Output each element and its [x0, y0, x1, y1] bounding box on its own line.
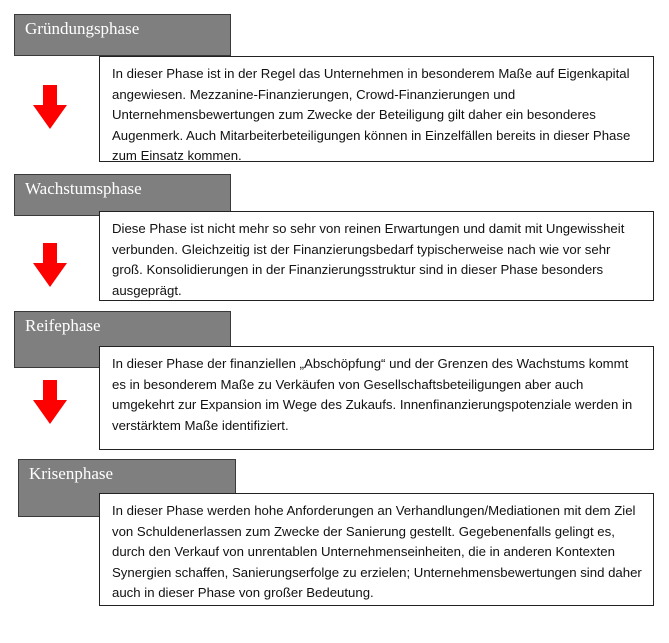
down-arrow-icon	[33, 85, 67, 129]
phase-description-reife: In dieser Phase der finanziellen „Abschöpfung“ und der Grenzen des Wachstums kommt es in besonderem Maße zu Verkäufen von Gesellschaftsbeteiligungen aber auch umgekehrt zur Expansion im Wege des Zukaufs. Innenfinanzierungspotenziale werden in verstärktem Maße identifiziert.	[99, 346, 654, 450]
phase-description-krise: In dieser Phase werden hohe Anforderungen an Verhandlungen/Mediationen mit dem Ziel von Schuldenerlassen zum Zwecke der Sanierung gestellt. Gegebenenfalls gelingt es, durch den Verkauf von unrentablen Unternehmenseinheiten, die in anderen Kontexten Synergien schaffen, Sanierungserfolge zu erzielen; Unternehmensbewertungen sind daher auch in dieser Phase von großer Bedeutung.	[99, 493, 654, 606]
phase-header-krise: Krisenphase	[18, 459, 236, 517]
phase-header-wachstum: Wachstumsphase	[14, 174, 231, 216]
down-arrow-icon	[33, 243, 67, 287]
phase-description-gruendung: In dieser Phase ist in der Regel das Unternehmen in besonderem Maße auf Eigenkapital angewiesen. Mezzanine-Finanzierungen, Crowd-Finanzierungen und Unternehmensbewertungen zum Zwecke der Beteiligung gilt daher ein besonderes Augenmerk. Auch Mitarbeiterbeteiligungen können in Einzelfällen bereits in dieser Phase zum Einsatz kommen.	[99, 56, 654, 162]
phase-header-reife: Reifephase	[14, 311, 231, 368]
down-arrow-icon	[33, 380, 67, 424]
phase-header-gruendung: Gründungsphase	[14, 14, 231, 56]
phase-description-wachstum: Diese Phase ist nicht mehr so sehr von reinen Erwartungen und damit mit Ungewissheit verbunden. Gleichzeitig ist der Finanzierungsbedarf typischerweise nach wie vor sehr groß. Konsolidierungen in der Finanzierungsstruktur sind in dieser Phase besonders ausgeprägt.	[99, 211, 654, 301]
